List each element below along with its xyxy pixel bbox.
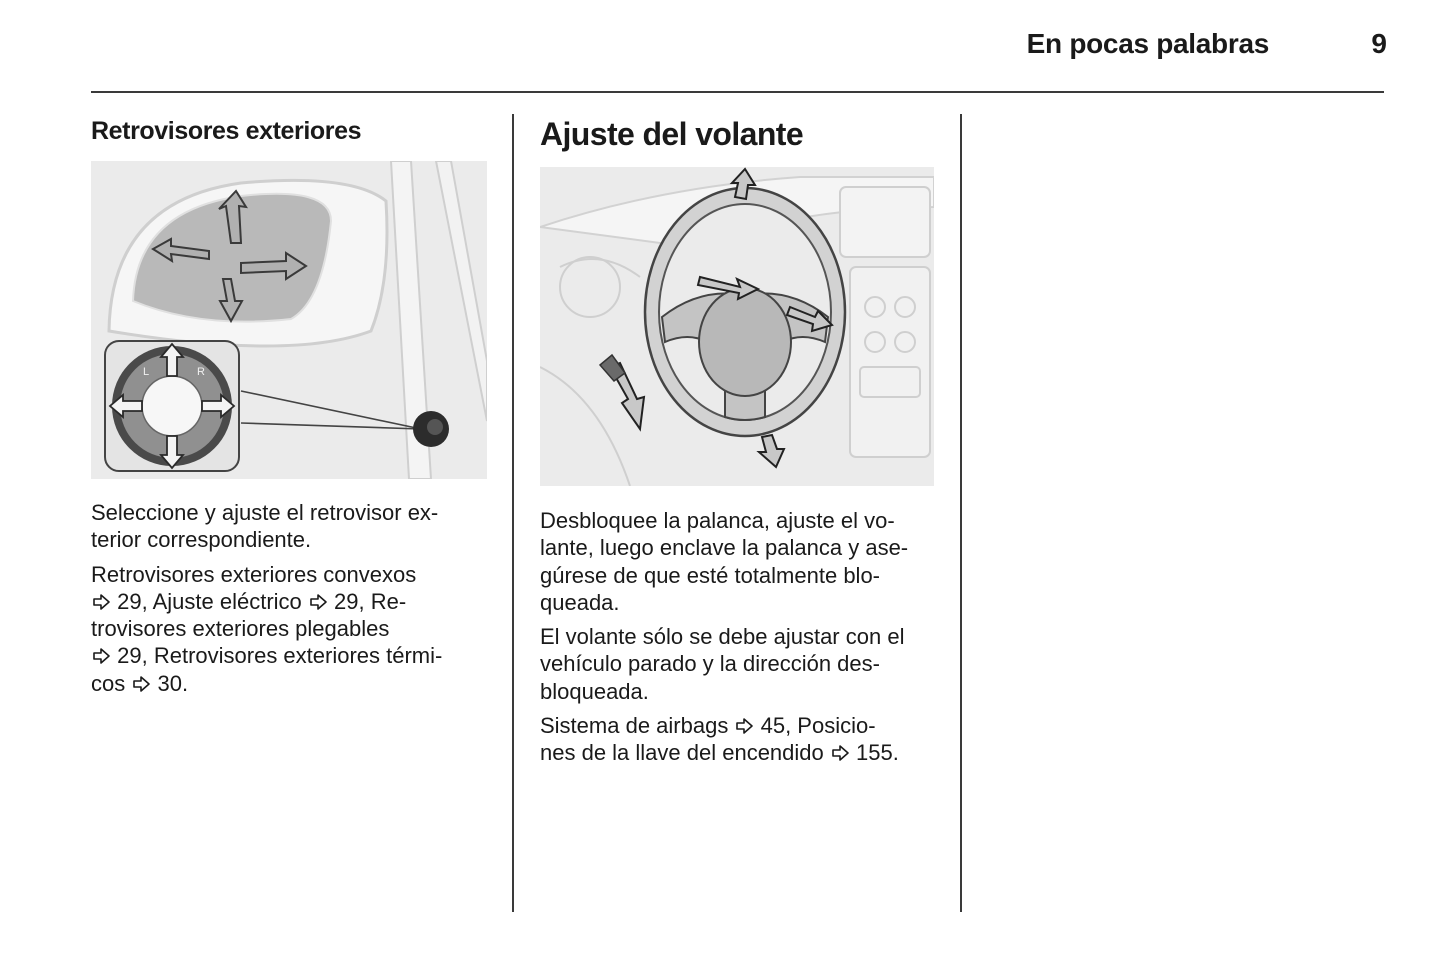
steering-paragraph-3 <box>540 712 940 767</box>
text-line: bloqueada. <box>540 678 649 704</box>
page-reference-arrow-icon <box>734 717 754 735</box>
mirrors-paragraph-2 <box>91 561 491 697</box>
page-header-title: En pocas palabras <box>1026 28 1269 59</box>
page-reference-arrow-icon <box>830 744 850 762</box>
page-ref[interactable]: 30 <box>157 670 182 696</box>
text-fragment: , Posicio- <box>785 713 876 739</box>
text-line: trovisores exteriores plegables <box>91 616 390 642</box>
text-fragment: , Ajuste eléctrico <box>141 588 302 614</box>
page-ref[interactable]: 29 <box>117 588 142 614</box>
page-reference-arrow-icon <box>91 593 111 611</box>
text-line: Desbloquee la palanca, ajuste el vo- <box>540 508 895 533</box>
mirror-adjustment-illustration <box>91 161 487 479</box>
header-rule <box>91 91 1384 93</box>
page-reference-arrow-icon <box>308 593 328 611</box>
text-line: Retrovisores exteriores convexos <box>91 561 417 587</box>
text-fragment: . <box>892 740 899 766</box>
page-ref[interactable]: 45 <box>760 713 786 739</box>
mirror-switch-label-right: R <box>197 366 205 378</box>
page-reference-arrow-icon <box>131 675 151 693</box>
text-line: gúrese de que esté totalmente blo- <box>540 562 881 588</box>
text-fragment: Sistema de airbags <box>540 713 729 739</box>
column-divider <box>512 114 514 912</box>
text-fragment: , Retrovisores exteriores térmi- <box>141 643 443 669</box>
text-line: vehículo parado y la dirección des- <box>540 651 880 677</box>
page-ref[interactable]: 29 <box>117 643 142 669</box>
steering-wheel-adjustment-illustration <box>540 167 934 486</box>
page-number: 9 <box>1371 28 1387 59</box>
mirrors-paragraph-1 <box>91 499 491 554</box>
text-line: El volante sólo se debe ajustar con el <box>540 624 905 650</box>
mirrors-text <box>91 499 491 704</box>
middle-column <box>540 114 940 154</box>
steering-paragraph-1 <box>540 507 940 616</box>
text-line: queada. <box>540 589 620 615</box>
steering-text <box>540 507 940 774</box>
page-ref[interactable]: 155 <box>856 740 893 766</box>
text-line: lante, luego enclave la palanca y ase- <box>540 535 909 561</box>
page-ref[interactable]: 29 <box>334 588 359 614</box>
text-fragment: cos <box>91 670 126 696</box>
text-line: Seleccione y ajuste el retrovisor ex- <box>91 500 439 525</box>
section-heading-steering: Ajuste del volante <box>540 116 804 152</box>
text-fragment: nes de la llave del encendido <box>540 740 824 766</box>
text-line: terior correspondiente. <box>91 527 312 553</box>
mirror-switch-label-left: L <box>143 366 150 378</box>
column-divider <box>960 114 962 912</box>
page-reference-arrow-icon <box>91 647 111 665</box>
text-fragment: . <box>181 670 189 696</box>
steering-paragraph-2 <box>540 623 940 705</box>
text-fragment: , Re- <box>358 588 407 614</box>
section-heading-mirrors: Retrovisores exteriores <box>91 117 362 145</box>
left-column <box>91 114 491 148</box>
